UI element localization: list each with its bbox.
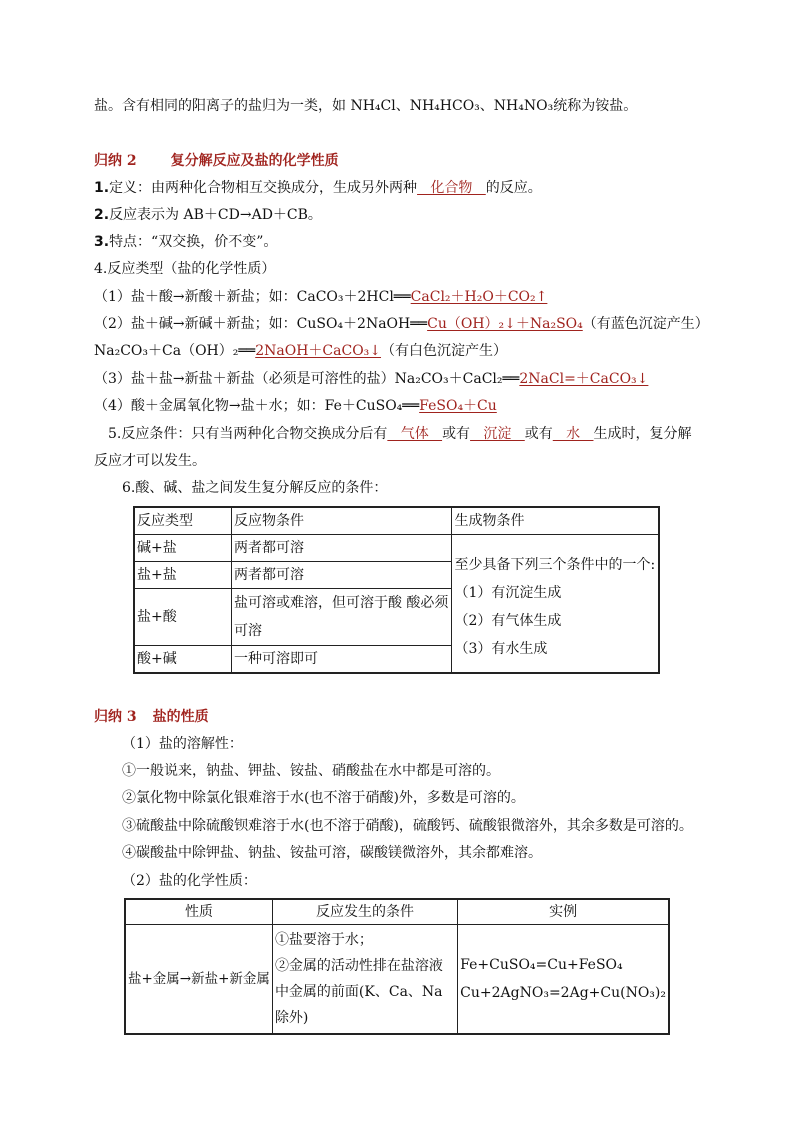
section-2-tag: 归纳 2 xyxy=(94,153,137,169)
answer-reaction-2b: 2NaOH＋CaCO₃↓ xyxy=(255,343,382,359)
table1-type-1: 碱+盐 xyxy=(134,535,231,562)
salt-properties-table xyxy=(124,898,670,1035)
table1-type-2: 盐+盐 xyxy=(134,562,231,589)
solubility-point-3: ③硫酸盐中除硫酸钡难溶于水(也不溶于硝酸)，硫酸钙、硫酸银微溶外，其余多数是可溶的。 xyxy=(122,818,693,834)
section-3-title: 盐的性质 xyxy=(152,709,209,725)
reaction-condition: 5.反应条件：只有当两种化合物交换成分后有 气体 或有 沉淀 或有 水 生成时，复分解 xyxy=(108,426,692,442)
reaction-2: （2）盐＋碱→新碱＋新盐；如：CuSO₄＋2NaOH══Cu（OH）₂↓＋Na₂SO₄（有蓝色沉淀产生） xyxy=(94,316,709,332)
table1-cond-3: 盐可溶或难溶，但可溶于酸 酸必须可溶 xyxy=(231,589,452,646)
answer-compound: 化合物 xyxy=(417,180,486,196)
solubility-point-1: ①一般说来，钠盐、钾盐、铵盐、硝酸盐在水中都是可溶的。 xyxy=(122,763,500,779)
solubility-heading: （1）盐的溶解性： xyxy=(122,736,243,752)
answer-water: 水 xyxy=(552,426,594,442)
table1-product-conditions: 至少具备下列三个条件中的一个: （1）有沉淀生成 （2）有气体生成 （3）有水生成 xyxy=(452,535,659,674)
answer-reaction-3: 2NaCl=＋CaCO₃↓ xyxy=(519,371,649,387)
solubility-point-4: ④碳酸盐中除钾盐、钠盐、铵盐可溶，碳酸镁微溶外，其余都难溶。 xyxy=(122,845,542,861)
section-2-heading xyxy=(94,151,339,171)
section-3-heading xyxy=(94,707,209,727)
table2-condition: ①盐要溶于水； ②金属的活动性排在盐溶液中金属的前面(K、Ca、Na除外) xyxy=(272,925,457,1035)
table2-header-example: 实例 xyxy=(458,899,669,925)
reaction-3: （3）盐＋盐→新盐＋新盐（必须是可溶性的盐）Na₂CO₃＋CaCl₂══2NaCl=＋CaCO₃↓ xyxy=(94,371,649,387)
reaction-1: （1）盐＋酸→新酸＋新盐；如：CaCO₃＋2HCl══CaCl₂＋H₂O＋CO₂↑ xyxy=(94,289,548,305)
expression-line: 2.反应表示为 AB＋CD→AD＋CB。 xyxy=(94,207,322,223)
section-2-title: 复分解反应及盐的化学性质 xyxy=(170,153,339,169)
reaction-2b: Na₂CO₃＋Ca（OH）₂══2NaOH＋CaCO₃↓（有白色沉淀产生） xyxy=(94,343,508,359)
reaction-types-heading: 4.反应类型（盐的化学性质） xyxy=(94,261,276,277)
conditions-table xyxy=(133,506,660,674)
table1-cond-4: 一种可溶即可 xyxy=(231,646,452,674)
table1-cond-1: 两者都可溶 xyxy=(231,535,452,562)
feature-line: 3.特点：“双交换，价不变”。 xyxy=(94,234,278,250)
table1-caption: 6.酸、碱、盐之间发生复分解反应的条件： xyxy=(122,480,388,496)
intro-continuation: 盐。含有相同的阳离子的盐归为一类，如 NH₄Cl、NH₄HCO₃、NH₄NO₃统称为铵盐。 xyxy=(94,98,638,114)
table2-header-condition: 反应发生的条件 xyxy=(272,899,457,925)
table1-header-product: 生成物条件 xyxy=(452,507,659,535)
section-3-tag: 归纳 3 xyxy=(94,709,137,725)
answer-reaction-2: Cu（OH）₂↓＋Na₂SO₄ xyxy=(427,316,583,332)
answer-gas: 气体 xyxy=(387,426,443,442)
table1-header-type: 反应类型 xyxy=(134,507,231,535)
answer-precipitate: 沉淀 xyxy=(470,426,525,442)
table2-property: 盐+金属→新盐+新金属 xyxy=(125,925,272,1035)
chemical-properties-heading: （2）盐的化学性质： xyxy=(122,873,257,889)
reaction-condition-cont: 反应才可以发生。 xyxy=(94,453,206,469)
answer-reaction-4: FeSO₄＋Cu xyxy=(419,398,497,414)
reaction-4: （4）酸＋金属氧化物→盐＋水；如：Fe＋CuSO₄══FeSO₄＋Cu xyxy=(94,398,497,414)
table2-header-property: 性质 xyxy=(125,899,272,925)
solubility-point-2: ②氯化物中除氯化银难溶于水(也不溶于硝酸)外，多数是可溶的。 xyxy=(122,790,525,806)
table1-cond-2: 两者都可溶 xyxy=(231,562,452,589)
definition-line: 1.定义：由两种化合物相互交换成分，生成另外两种 化合物 的反应。 xyxy=(94,180,542,196)
table1-header-reactant: 反应物条件 xyxy=(231,507,452,535)
table1-type-4: 酸+碱 xyxy=(134,646,231,674)
table2-example: Fe+CuSO₄=Cu+FeSO₄ Cu+2AgNO₃=2Ag+Cu(NO₃)₂ xyxy=(458,925,669,1035)
answer-reaction-1: CaCl₂＋H₂O＋CO₂↑ xyxy=(410,289,548,305)
table1-type-3: 盐+酸 xyxy=(134,589,231,646)
